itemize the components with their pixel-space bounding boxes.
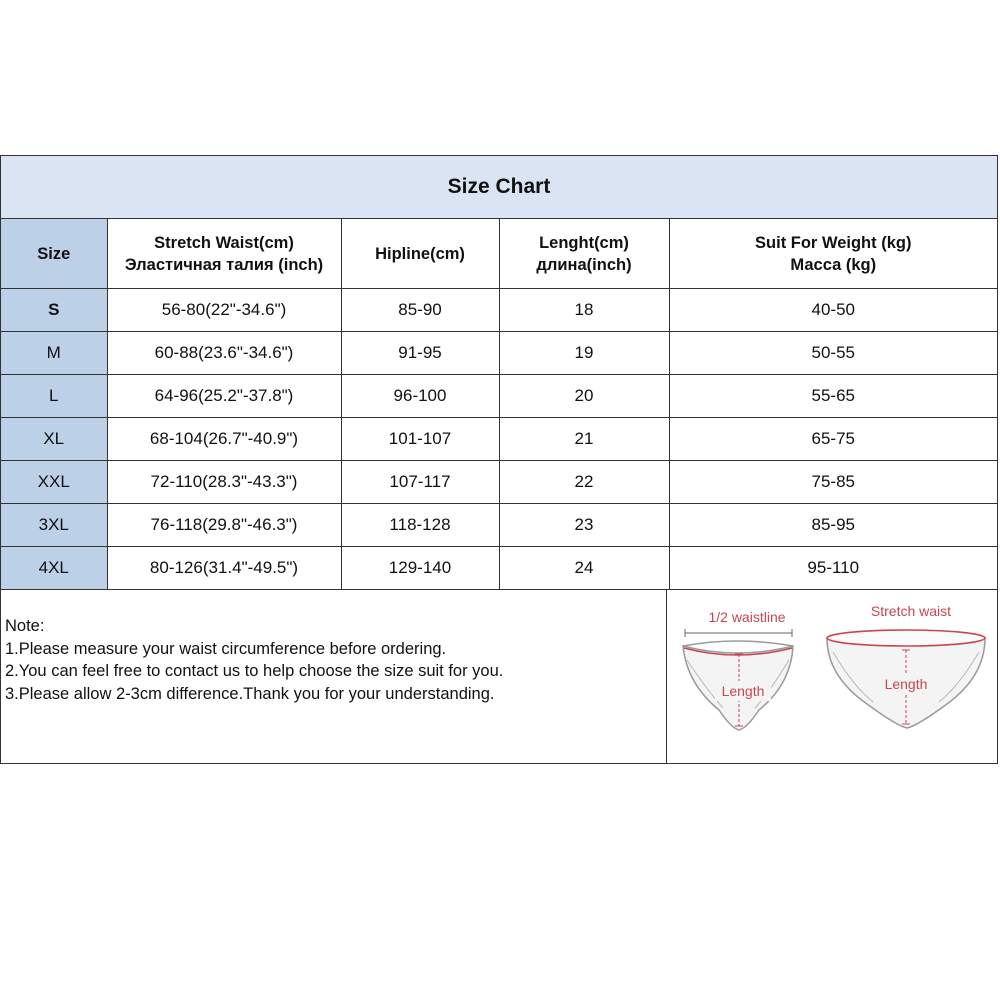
notes-panel <box>1 590 667 764</box>
table-row <box>1 504 997 547</box>
hip-cell: 91-95 <box>341 332 499 375</box>
hip-cell: 118-128 <box>341 504 499 547</box>
waist-cell: 68-104(26.7"-40.9") <box>107 418 341 461</box>
waist-cell: 80-126(31.4"-49.5") <box>107 547 341 590</box>
weight-cell: 50-55 <box>669 332 997 375</box>
weight-cell: 55-65 <box>669 375 997 418</box>
header-waist-inch: Эластичная талия (inch) <box>124 255 324 274</box>
length-cell: 20 <box>499 375 669 418</box>
size-cell: 4XL <box>1 547 107 590</box>
header-row <box>1 219 997 289</box>
measurement-diagram <box>667 590 997 764</box>
length-cell: 19 <box>499 332 669 375</box>
note-item: 2.You can feel free to contact us to help choose the size suit for you. <box>5 662 504 680</box>
header-weight <box>669 219 997 289</box>
weight-cell: 85-95 <box>669 504 997 547</box>
length-cell: 23 <box>499 504 669 547</box>
note-item: 3.Please allow 2-3cm difference.Thank you for your understanding. <box>5 684 495 703</box>
table-row <box>1 418 997 461</box>
briefs-illustration <box>667 590 997 764</box>
size-chart <box>0 155 998 764</box>
waist-cell: 56-80(22"-34.6") <box>107 289 341 332</box>
hip-cell: 96-100 <box>341 375 499 418</box>
header-length-inch: длина(inch) <box>536 255 632 274</box>
stretch-waist-label: Stretch waist <box>870 603 952 619</box>
length-cell: 22 <box>499 461 669 504</box>
chart-title: Size Chart <box>1 156 997 219</box>
size-cell: XXL <box>1 461 107 504</box>
weight-cell: 95-110 <box>669 547 997 590</box>
size-cell: L <box>1 375 107 418</box>
waist-cell: 76-118(29.8"-46.3") <box>107 504 341 547</box>
waist-cell: 64-96(25.2"-37.8") <box>107 375 341 418</box>
hip-cell: 129-140 <box>341 547 499 590</box>
left-length-label: Length <box>721 683 765 699</box>
header-length <box>499 219 669 289</box>
hip-cell: 101-107 <box>341 418 499 461</box>
table-row <box>1 547 997 590</box>
briefs-half-waistline <box>683 629 793 730</box>
half-waistline-label: 1/2 waistline <box>708 609 786 625</box>
header-length-cm: Lenght(cm) <box>539 233 629 252</box>
header-weight-ru: Масса (kg) <box>790 255 877 274</box>
weight-cell: 65-75 <box>669 418 997 461</box>
header-weight-en: Suit For Weight (kg) <box>755 233 912 252</box>
length-cell: 18 <box>499 289 669 332</box>
hip-cell: 85-90 <box>341 289 499 332</box>
size-cell: M <box>1 332 107 375</box>
waist-cell: 60-88(23.6"-34.6") <box>107 332 341 375</box>
table-row <box>1 332 997 375</box>
weight-cell: 40-50 <box>669 289 997 332</box>
notes-heading: Note: <box>5 617 45 635</box>
size-table <box>1 219 997 590</box>
hip-cell: 107-117 <box>341 461 499 504</box>
header-waist <box>107 219 341 289</box>
header-size: Size <box>1 219 107 289</box>
size-cell: S <box>1 289 107 332</box>
size-cell: 3XL <box>1 504 107 547</box>
table-row <box>1 461 997 504</box>
weight-cell: 75-85 <box>669 461 997 504</box>
header-waist-cm: Stretch Waist(cm) <box>154 233 294 252</box>
length-cell: 21 <box>499 418 669 461</box>
table-row <box>1 375 997 418</box>
note-item: 1.Please measure your waist circumference before ordering. <box>5 639 447 658</box>
length-cell: 24 <box>499 547 669 590</box>
right-length-label: Length <box>884 676 928 692</box>
table-row <box>1 289 997 332</box>
waist-cell: 72-110(28.3"-43.3") <box>107 461 341 504</box>
size-cell: XL <box>1 418 107 461</box>
header-hipline: Hipline(cm) <box>341 219 499 289</box>
